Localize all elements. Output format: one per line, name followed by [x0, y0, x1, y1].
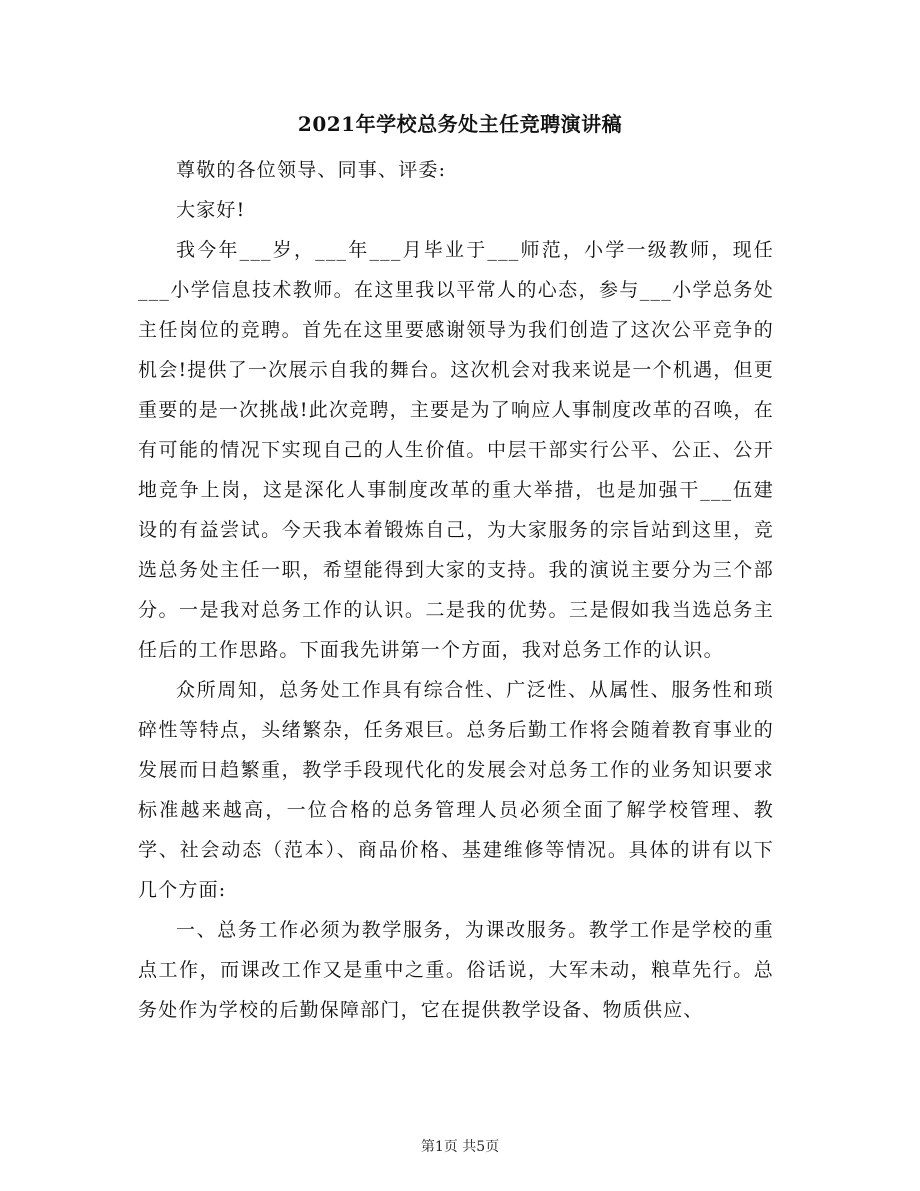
salutation-paragraph: 尊敬的各位领导、同事、评委:	[176, 159, 447, 181]
body-paragraph: 众所周知，总务处工作具有综合性、广泛性、从属性、服务性和琐碎性等特点，头绪繁杂，任务艰巨。总务后勤工作将会随着教育事业的发展而日趋繁重，教学手段现代化的发展会对总务工作的业务知识要求标准越来越高，一位合格的总务管理人员必须全面了解学校管理、教学、社会动态（范本）、商品价格、基建维修等情况。具体的讲有以下几个方面:	[138, 679, 774, 901]
page-number: 第1页 共5页	[420, 1139, 500, 1155]
greeting-paragraph: 大家好!	[176, 199, 246, 221]
body-paragraph: 我今年___岁，___年___月毕业于___师范，小学一级教师，现任___小学信息技术教师。在这里我以平常人的心态，参与___小学总务处主任岗位的竞聘。首先在这里要感谢领导为我们创造了这次公平竞争的机会!提供了一次展示自我的舞台。这次机会对我来说是一个机遇，但更重要的是一次挑战!此次竞聘，主要是为了响应人事制度改革的召唤，在有可能的情况下实现自己的人生价值。中层干部实行公平、公正、公开地竞争上岗，这是深化人事制度改革的重大举措，也是加强干___伍建设的有益尝试。今天我本着锻炼自己，为大家服务的宗旨站到这里，竞选总务处主任一职，希望能得到大家的支持。我的演说主要分为三个部分。一是我对总务工作的认识。二是我的优势。三是假如我当选总务主任后的工作思路。下面我先讲第一个方面，我对总务工作的认识。	[138, 239, 774, 661]
document-body	[138, 150, 774, 1030]
document-title: 2021年学校总务处主任竞聘演讲稿	[297, 112, 623, 136]
body-paragraph: 一、总务工作必须为教学服务，为课改服务。教学工作是学校的重点工作，而课改工作又是重中之重。俗话说，大军未动，粮草先行。总务处作为学校的后勤保障部门，它在提供教学设备、物质供应、	[138, 919, 774, 1021]
